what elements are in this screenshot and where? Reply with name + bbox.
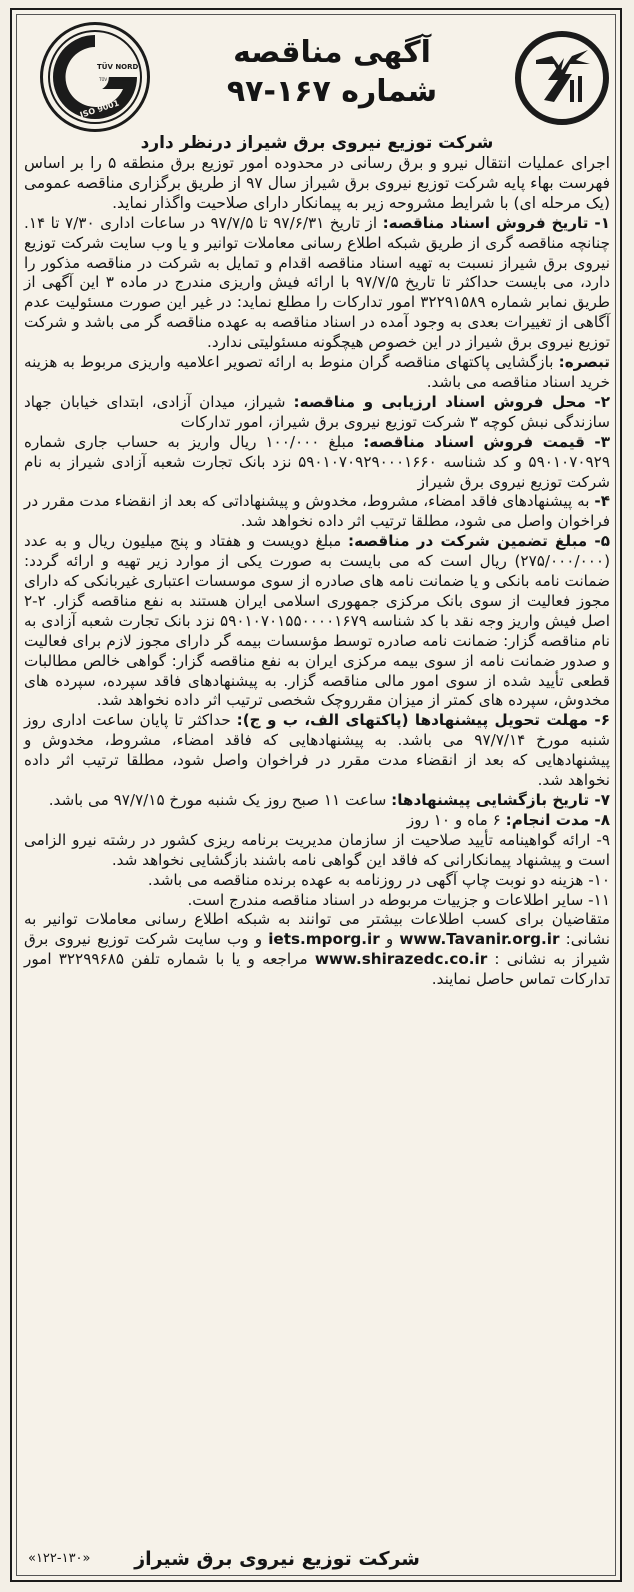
item-7-heading: ۷- تاریخ بازگشایی پیشنهادها:: [391, 791, 610, 809]
item-7: [24, 791, 610, 811]
notice-intro-first: شرکت توزیع نیروی برق شیراز درنظر دارد: [140, 133, 494, 153]
notice-number: شماره ۱۶۷-۹۷: [226, 74, 438, 109]
contact-text-1: متقاضیان برای کسب اطلاعات بیشتر می توانند به شبکه اطلاع رسانی معاملات توانیر به نشانی:: [24, 910, 610, 949]
tuv-nord-iso-logo: [40, 22, 150, 132]
item-1: [24, 214, 610, 353]
notice-body: [24, 132, 610, 990]
tuv-logo-text-top: TÜV NORD: [97, 63, 139, 71]
item-9: ۹- ارائه گواهینامه تأیید صلاحیت از سازمان مدیریت برنامه ریزی کشور در رشته نیرو الزامی است و پیشنهاد پیمانکارانی که فاقد این گواهی نامه باشند بازگشایی نخواهد شد.: [24, 830, 610, 869]
shirazedc-link[interactable]: www.shirazedc.co.ir: [314, 950, 488, 969]
notice-intro: اجرای عملیات انتقال نیرو و برق رسانی در محدوده امور توزیع برق منطقه ۵ را بر اساس فهرست بهاء پایه شرکت توزیع نیروی برق شیراز سال ۹۷ از طریق برگزاری مناقصه عمومی (یک مرحله ای) با شرایط مشروحه زیر به پیمانکار دارای صلاحیت واگذار نماید.: [24, 154, 610, 212]
item-4-heading: ۴-: [594, 492, 610, 511]
tuv-logo-text-mid: TÜV NORD Iran: [99, 77, 130, 82]
notice-title: آگهی مناقصه: [233, 35, 431, 70]
item-6: [24, 711, 610, 791]
item-8: [24, 811, 610, 831]
contact-text-2: و وب سایت شرکت توزیع نیروی برق شیراز به نشانی :: [24, 930, 610, 969]
item-2: [24, 393, 610, 433]
item-4-text: به پیشنهادهای فاقد امضاء، مشروط، مخدوش و پیشنهاداتی که بعد از انقضاء مدت مقرر در فراخوان واصل می شود، مطلقا ترتیب اثر داده نخواهد شد.: [24, 492, 610, 531]
notice-title-block: [148, 34, 516, 112]
item-8-text: ۶ ماه و ۱۰ روز: [406, 810, 506, 829]
item-6-heading: ۶- مهلت تحویل پیشنهادها (پاکتهای الف، ب و ج):: [236, 711, 610, 730]
contact-text-3: مراجعه و یا با شماره تلفن ۳۲۲۹۹۶۸۵ امور تدارکات تماس حاصل نمایند.: [24, 950, 610, 989]
notice-footer: [24, 1548, 610, 1574]
contact-and: و: [385, 930, 394, 949]
item-7-text: ساعت ۱۱ صبح روز یک شنبه مورخ ۹۷/۷/۱۵ می باشد.: [48, 791, 392, 809]
item-5-text: مبلغ دویست و هفتاد و پنج میلیون ریال و به عدد (۲۷۵/۰۰۰/۰۰۰) ریال است که می بایست به صورت یکی از موارد زیر تهیه و ارائه گردد: ضمانت نامه بانکی و یا ضمانت نامه های صادره از سوی موسسات اعتباری غیربانکی که دارای مجوز فعالیت از سوی بانک مرکزی جمهوری اسلامی ایران هستند به نفع مناقصه گزار. ۲-۲ اصل فیش واریز وجه نقد با کد شناسه ۵۹۰۱۰۷۰۱۵۵۰۰۰۰۱۶۷۹ نزد بانک تجارت شعبه آزادی به نام مناقصه گزار: ضمانت نامه صادره توسط مؤسسات بیمه گر دارای مجوز لازم برای فعالیت و صدور ضمانت نامه از سوی بیمه مرکزی ایران به نفع مناقصه گزار: گواهی خالص مطالبات قطعی تأیید شده از سوی امور مالی مناقصه گزار. به پیشنهادهای فاقد سپرده، سپرده های مخدوش، سپرده های کمتر از میزان مقرروچک شخصی ترتیب اثر داده نخواهد شد.: [24, 532, 610, 710]
item-note-text: بازگشایی پاکتهای مناقصه گران منوط به ارائه تصویر اعلامیه واریزی مربوط به هزینه خرید اسناد مناقصه می باشد.: [24, 353, 610, 391]
item-3-text: مبلغ ۱۰۰/۰۰۰ ریال واریز به حساب جاری شماره ۵۹۰۱۰۷۰۹۲۹ و کد شناسه ۵۹۰۱۰۷۰۹۲۹۰۰۰۱۶۶۰ نزد بانک تجارت شعبه آزادی شیراز به نام شرکت توزیع نیروی برق شیراز: [24, 432, 610, 491]
item-note-heading: تبصره:: [558, 353, 610, 372]
item-2-text: شیراز، میدان آزادی، ابتدای خیابان جهاد سازندگی نبش کوچه ۳ شرکت توزیع نیروی برق شیراز، امور تدارکات: [24, 392, 610, 431]
item-10: ۱۰- هزینه دو نوبت چاپ آگهی در روزنامه به عهده برنده مناقصه می باشد.: [147, 870, 610, 889]
item-4: [24, 492, 610, 532]
tavanir-link[interactable]: www.Tavanir.org.ir: [399, 930, 560, 949]
item-8-heading: ۸- مدت انجام:: [505, 810, 610, 829]
item-3: [24, 433, 610, 493]
item-1-heading: ۱- تاریخ فروش اسناد مناقصه:: [382, 213, 610, 232]
item-5-heading: ۵- مبلغ تضمین شرکت در مناقصه:: [348, 532, 610, 551]
footer-code: «۱۲۲-۱۳۰»: [28, 1551, 91, 1566]
item-5: [24, 532, 610, 711]
footer-company: شرکت توزیع نیروی برق شیراز: [134, 1548, 420, 1570]
company-emblem-icon: [514, 30, 610, 126]
item-1-text: از تاریخ ۹۷/۶/۳۱ تا ۹۷/۷/۵ در ساعات اداری ۷/۳۰ تا ۱۴. چنانچه مناقصه گری از طریق شبکه اطلاع رسانی معاملات توانیر و یا وب سایت شرکت توزیع نیروی برق شیراز نسبت به تهیه اسناد مناقصه اقدام و تمایل به شرکت در مناقصه مذکور را دارد، می بایست حداکثر تا تاریخ ۹۷/۷/۵ با ارائه فیش واریزی مندرج در ماده ۳ این آگهی از طریق نمابر شماره ۳۲۲۹۱۵۸۹ امور تدارکات را مطلع نماید: در غیر این صورت مسئولیت عدم آگاهی از تغییرات بعدی به وجود آمده در اسناد مناقصه به عهده مناقصه گر می باشد و شرکت توزیع نیروی برق شیراز در این خصوص هیچگونه مسئولیتی ندارد.: [24, 213, 610, 352]
tuv-logo-text-bottom: ISO 9001: [78, 98, 121, 120]
iets-link[interactable]: iets.mporg.ir: [268, 930, 380, 949]
contact-paragraph: [24, 910, 610, 990]
notice-header: [18, 16, 616, 136]
item-11: ۱۱- سایر اطلاعات و جزییات مربوطه در اسناد مناقصه مندرج است.: [187, 890, 610, 909]
item-note: [24, 353, 610, 393]
tuv-logo-graphic: [43, 25, 147, 129]
item-6-text: حداکثر تا پایان ساعت اداری روز شنبه مورخ ۹۷/۷/۱۴ می باشد. به پیشنهادهایی که فاقد امضاء، مشروط، مخدوش و پیشنهادهایی که بعد از انقضاء مدت مقرر در فراخوان واصل شود، مطلقا ترتیب اثر داده نخواهد شد.: [24, 711, 611, 790]
item-2-heading: ۲- محل فروش اسناد ارزیابی و مناقصه:: [293, 392, 611, 411]
item-3-heading: ۳- قیمت فروش اسناد مناقصه:: [363, 432, 610, 451]
